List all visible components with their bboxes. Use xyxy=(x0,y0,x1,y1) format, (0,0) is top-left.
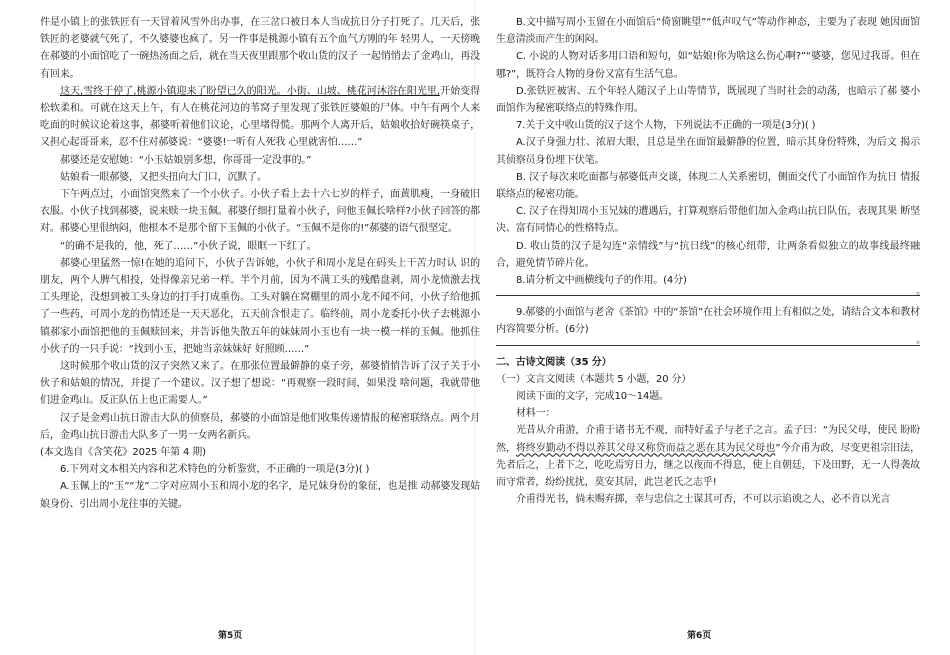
left-column xyxy=(40,14,480,513)
right-column xyxy=(496,14,926,508)
classical-paragraph-2: 介甫得光书，倘未赐弃掷，幸与忠信之士谋其可否，不可以示谄谀之人，必不肯以光言 xyxy=(516,494,891,506)
story-paragraph-3: 郝婆还是安慰她：“小玉姑娘别多想，你哥哥一定没事的。” xyxy=(60,154,312,166)
story-paragraph-6: “的确不是我的，他，死了……”小伙子说，眼眶一下红了。 xyxy=(60,240,317,252)
classical-paragraph-1-end: ”今介甫为政，尽变更祖宗旧法，先者后之，上者下之，吃吃焉穷日力，继之以夜而不得息，使上自朝廷，下及田野，无一人得袭故而守常者，纷纷扰扰，莫安其居，此岂老氏之志乎! xyxy=(496,442,920,489)
story-paragraph-5: 下午两点过，小面馆突然来了一个小伙子。小伙子看上去十六七岁的样子，面黄肌瘦，一身破旧衣服。小伙子找到郝婆，说来赎一块玉佩。郝婆仔细打量着小伙子，问他玉佩长啥样?小伙子回答的都对。郝婆心里很纳闷，他根本不是那个留下玉佩的小伙子。“玉佩不是你的!”郝婆的语气很坚定。 xyxy=(40,189,480,235)
section-2-heading: 二、古诗文阅读（35 分） xyxy=(496,356,612,368)
answer-line-9[interactable] xyxy=(496,335,926,347)
answer-line-9-period: 。 xyxy=(916,335,926,347)
question-7-option-b: B. 汉子每次来吃面都与郝婆低声交谈，体现二人关系密切，侧面交代了小面馆作为抗日 情报联络点的秘密功能。 xyxy=(496,171,920,201)
reading-instruction: 阅读下面的文字，完成10～14题。 xyxy=(516,391,669,403)
classical-paragraph-1-start: 光昔从介甫游，介甫于诸书无不观，而特好孟子与老子之言。孟子曰：“为民父母，使民 盼盼然， xyxy=(496,425,920,454)
story-paragraph-4: 姑娘看一眼郝婆，又把头扭向大门口，沉默了。 xyxy=(60,171,267,183)
page-number-right: 第6页 xyxy=(687,631,712,641)
subsection-1-heading: （一）文言文阅读（本题共 5 小题，20 分） xyxy=(496,373,692,385)
question-6-option-c: C. 小说的人物对话多用口语和短句，如“姑娘!你为啥这么伤心啊?”“婆婆，您见过我哥。但在哪?”，既符合人物的身份又富有生活气息。 xyxy=(496,51,920,80)
story-paragraph-8: 这时候那个收山货的汉子突然又来了。在那张位置最僻静的桌子旁，郝婆悄悄告诉了汉子关于小伙子和姑娘的情况，并提了一个建议。汉子想了想说：“再观察一段时间，如果没 啥问题，我就带他们进金鸡山。反正队伍上也正需要人。” xyxy=(40,361,480,407)
question-7-stem: 7.关于文中收山货的汉子这个人物，下列说法不正确的一项是(3分)( ) xyxy=(516,120,816,132)
question-6-stem: 6.下列对文本相关内容和艺术特色的分析鉴赏，不正确的一项是(3分)( ) xyxy=(60,464,370,476)
answer-line-8[interactable] xyxy=(496,286,926,298)
answer-line-8-period: 。 xyxy=(916,286,926,298)
story-paragraph-9: 汉子是金鸡山抗日游击大队的侦察员，郝婆的小面馆是他们收集传递情报的秘密联络点。两个月后，金鸡山抗日游击大队多了一男一女两名新兵。 xyxy=(40,412,480,441)
underlined-sentence: 这天,雪终于停了,桃源小镇迎来了盼望已久的阳光。小街、山坡、桃花河沐浴在阳光里, xyxy=(60,85,440,97)
story-paragraph-1: 件是小镇上的张铁匠有一天冒着风雪外出办事，在三岔口被日本人当成抗日分子打死了。几天后，张铁匠的老婆就气死了，不久婆婆也疯了。另一件事是桃源小镇有五个血气方刚的年 轻男人，一天傍晚在郝婆的小面馆吃了一碗热汤面之后，就在当天夜里跟那个收山货的汉子 一起悄悄去了金鸡山，再没有回来。 xyxy=(40,17,480,80)
question-6-option-b: B.文中描写周小玉留在小面馆后“倚窗眺望”“低声叹气”等动作神态，主要为了表现 她因面馆生意清淡而产生的闲闷。 xyxy=(496,17,920,46)
question-7-option-d: D. 收山货的汉子是勾连“亲情线”与“抗日线”的核心纽带，让两条看似独立的故事线最终融合，避免情节碎片化。 xyxy=(496,240,920,269)
page-number-left: 第5页 xyxy=(218,631,243,641)
material-one-label: 材料一： xyxy=(516,408,556,420)
wavy-underlined-sentence: 将终岁勤动不得以养其父母又称贷而益之恶在其为民父母也 xyxy=(515,442,776,454)
classical-paragraph-1 xyxy=(496,422,920,491)
story-paragraph-2 xyxy=(40,83,480,152)
story-paragraph-7: 郝婆心里猛然一惊!在她的追问下，小伙子告诉她，小伙子和周小龙是在码头上干苦力时认 识的朋友，两个人脾气相投，处得像亲兄弟一样。半个月前，因为不满工头的残酷盘剥，周小龙愤激去找工头理论，没想到被工头身边的打手打成重伤。工头对躺在窝棚里的周小龙不闻不问，小伙子给他抓了一些药，可周小龙的伤情还是一天天恶化，五天前含恨走了。临终前，周小龙委托小伙子去桃源小镇郝家小面馆把他的玉佩赎回来，并告诉他失散五年的妹妹周小玉也有一块一模一样的玉佩。他抓住小伙子的一只手说：“找到小玉，把她当亲妹妹好 好照顾……” xyxy=(40,257,480,355)
question-6-option-a: A.玉佩上的“玉”“龙”二字对应周小玉和周小龙的名字，是兄妹身份的象征，也是推 动郝婆发现姑娘身份、引出周小龙往事的关键。 xyxy=(40,481,480,510)
story-paragraph-2-text: 开始变得松软柔和。可就在这天上午，有人在桃花河边的苇窝子里发现了张铁匠婆娘的尸体。中午有两个人来吃面的时候议论着这事，郝婆听着他们议论，心里堵得慌。那两个人离开后，姑娘收拾好碗筷桌子，又担心起哥哥来，忍不住对郝婆说：“婆婆!一听有人死我 心里就害怕……” xyxy=(40,85,480,149)
question-8: 8.请分析文中画横线句子的作用。(4分) xyxy=(516,275,687,287)
source-citation: (本文选自《含笑花》2025 年第 4 期) xyxy=(40,447,206,459)
question-9: 9.郝婆的小面馆与老舍《茶馆》中的“茶馆”在社会环境作用上有相似之处，请结合文本和教材内容简要分析。(6分) xyxy=(496,307,920,336)
question-7-option-a: A.汉子身强力壮、浓眉大眼，且总是坐在面馆最僻静的位置，暗示其身份特殊，为后文 揭示其侦察员身份埋下伏笔。 xyxy=(496,137,920,166)
question-7-option-c: C. 汉子在得知周小玉兄妹的遭遇后，打算观察后带他们加入金鸡山抗日队伍，表现其果 断坚决、富有同情心的性格特点。 xyxy=(496,206,920,235)
question-6-option-d: D.张铁匠被害、五个年轻人随汉子上山等情节，既展现了当时社会的动荡，也暗示了郝 婆小面馆作为秘密联络点的特殊作用。 xyxy=(496,85,920,115)
